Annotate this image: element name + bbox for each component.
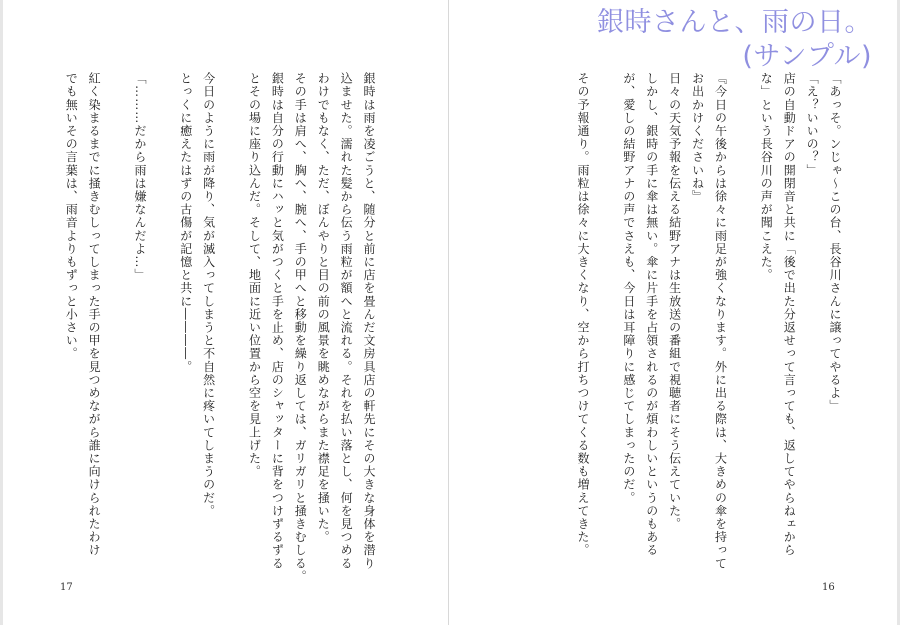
book-title-subtitle: (サンプル) <box>742 41 872 72</box>
text-line: とその場に座り込んだ。そして、地面に近い位置から空を見上げた。 <box>247 72 262 479</box>
text-line: とっくに癒えたはずの古傷が記憶と共に――――。 <box>178 72 193 374</box>
text-line: 銀時は自分の行動にハッと気がつくと手を止め、店のシャッターに背をつけずるずる <box>270 72 285 570</box>
text-line: 「あっそ。ンじゃ～この台、長谷川さんに譲ってやるよ」 <box>828 72 842 413</box>
book-title <box>597 6 872 74</box>
text-line: でも無いその言葉は、雨音よりもずっと小さい。 <box>64 72 79 361</box>
book-title-main: 銀時さんと、雨の日。 <box>597 7 872 38</box>
text-line: その予報通り。雨粒は徐々に大きくなり、空から打ちつけてくる数も増えてきた。 <box>576 72 591 557</box>
text-line: 銀時は雨を凌ごうと、随分と前に店を畳んだ文房具店の軒先にその大きな身体を潜り <box>362 72 376 570</box>
text-line: 日々の天気予報を伝える結野アナは生放送の番組で視聴者にそう伝えていた。 <box>667 72 682 531</box>
page-number-right: 16 <box>822 582 835 593</box>
text-line: しかし、銀時の手に傘は無い。傘に片手を占領されるのが煩わしいというのもある <box>644 72 659 557</box>
book-gutter <box>448 0 449 625</box>
text-line: その手は肩へ、胸へ、腕へ、手の甲へと移動を繰り返しては、ガリガリと掻きむしる。 <box>293 72 308 583</box>
text-line: が、愛しの結野アナの声でさえも、今日は耳障りに感じてしまったのだ。 <box>621 72 636 505</box>
text-line: 「………だから雨は嫌なんだよ…」 <box>132 72 147 282</box>
text-line: 紅く染まるまでに掻きむしってしまった手の甲を見つめながら誰に向けられたわけ <box>87 72 102 557</box>
text-line: 「え？いいの？」 <box>805 72 820 177</box>
page-edge-left <box>0 0 3 625</box>
text-line: わけでもなく、ただ、ぼんやりと目の前の風景を眺めながらまた襟足を掻いた。 <box>316 72 331 544</box>
text-line: な」という長谷川の声が聞こえた。 <box>759 72 774 282</box>
text-line: お出かけくださいね』 <box>690 72 705 203</box>
text-line: 込ませた。濡れた髪から伝う雨粒が額へと流れる。それを払い落とし、何を見つめる <box>339 72 354 570</box>
page-number-left: 17 <box>60 582 73 593</box>
left-page-text <box>64 72 380 583</box>
text-line: 今日のように雨が降り、気が滅入ってしまうと不自然に疼いてしまうのだ。 <box>201 72 216 518</box>
text-line: 『今日の午後からは徐々に雨足が強くなります。外に出る際は、大きめの傘を持って <box>713 72 728 570</box>
right-page-text <box>516 72 846 572</box>
text-line: 店の自動ドアの開閉音と共に「後で出た分返せって言っても、返してやらねェから <box>782 72 797 557</box>
